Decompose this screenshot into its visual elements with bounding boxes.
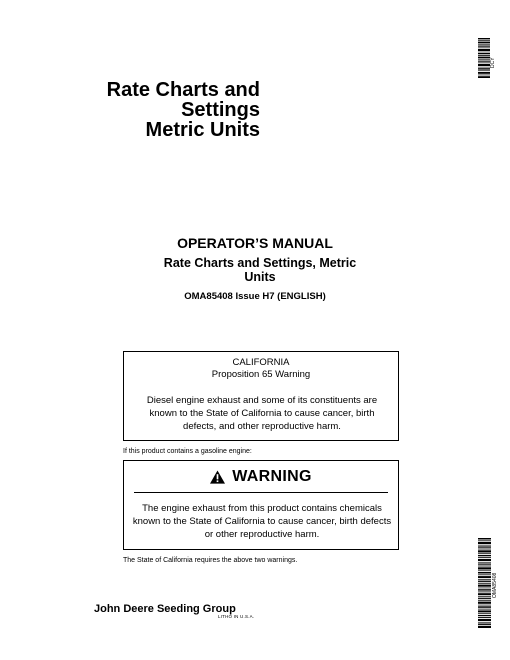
barcode-top-label: DCY (490, 57, 496, 68)
california-warning-box (123, 351, 399, 441)
warning-word: WARNING (232, 468, 312, 485)
california-subtitle: Proposition 65 Warning (211, 369, 311, 380)
warning-body: The engine exhaust from this product contains chemicals known to the State of California to cause cancer, birth defects or other reproductive harm. (132, 503, 392, 540)
gasoline-note: If this product contains a gasoline engine: (123, 448, 252, 455)
california-title: CALIFORNIA (232, 357, 290, 368)
barcode-bottom (478, 538, 491, 628)
state-note: The State of California requires the above two warnings. (123, 557, 298, 564)
company-name: John Deere Seeding Group (94, 603, 236, 615)
manual-subtitle (145, 256, 375, 284)
cover-title (60, 80, 260, 140)
barcode-top (478, 38, 490, 78)
manual-subtitle-line2: Units (244, 270, 276, 284)
cover-title-line2: Settings (181, 99, 260, 121)
warning-triangle-icon (210, 470, 225, 484)
california-body: Diesel engine exhaust and some of its constituents are known to the State of California to cause cancer, birth defects, and other reproductive harm. (146, 395, 378, 432)
manual-heading: OPERATOR’S MANUAL (177, 235, 333, 251)
manual-code: OMA85408 Issue H7 (ENGLISH) (184, 291, 326, 302)
warning-header (124, 468, 398, 486)
cover-title-line3: Metric Units (145, 119, 260, 141)
barcode-bottom-label: OMA85408 (492, 572, 498, 598)
manual-subtitle-line1: Rate Charts and Settings, Metric (163, 256, 357, 270)
litho-note: LITHO IN U.S.A. (218, 614, 255, 619)
cover-title-line1: Rate Charts and (106, 79, 260, 101)
warning-divider (134, 492, 388, 493)
gasoline-warning-box (123, 460, 399, 550)
